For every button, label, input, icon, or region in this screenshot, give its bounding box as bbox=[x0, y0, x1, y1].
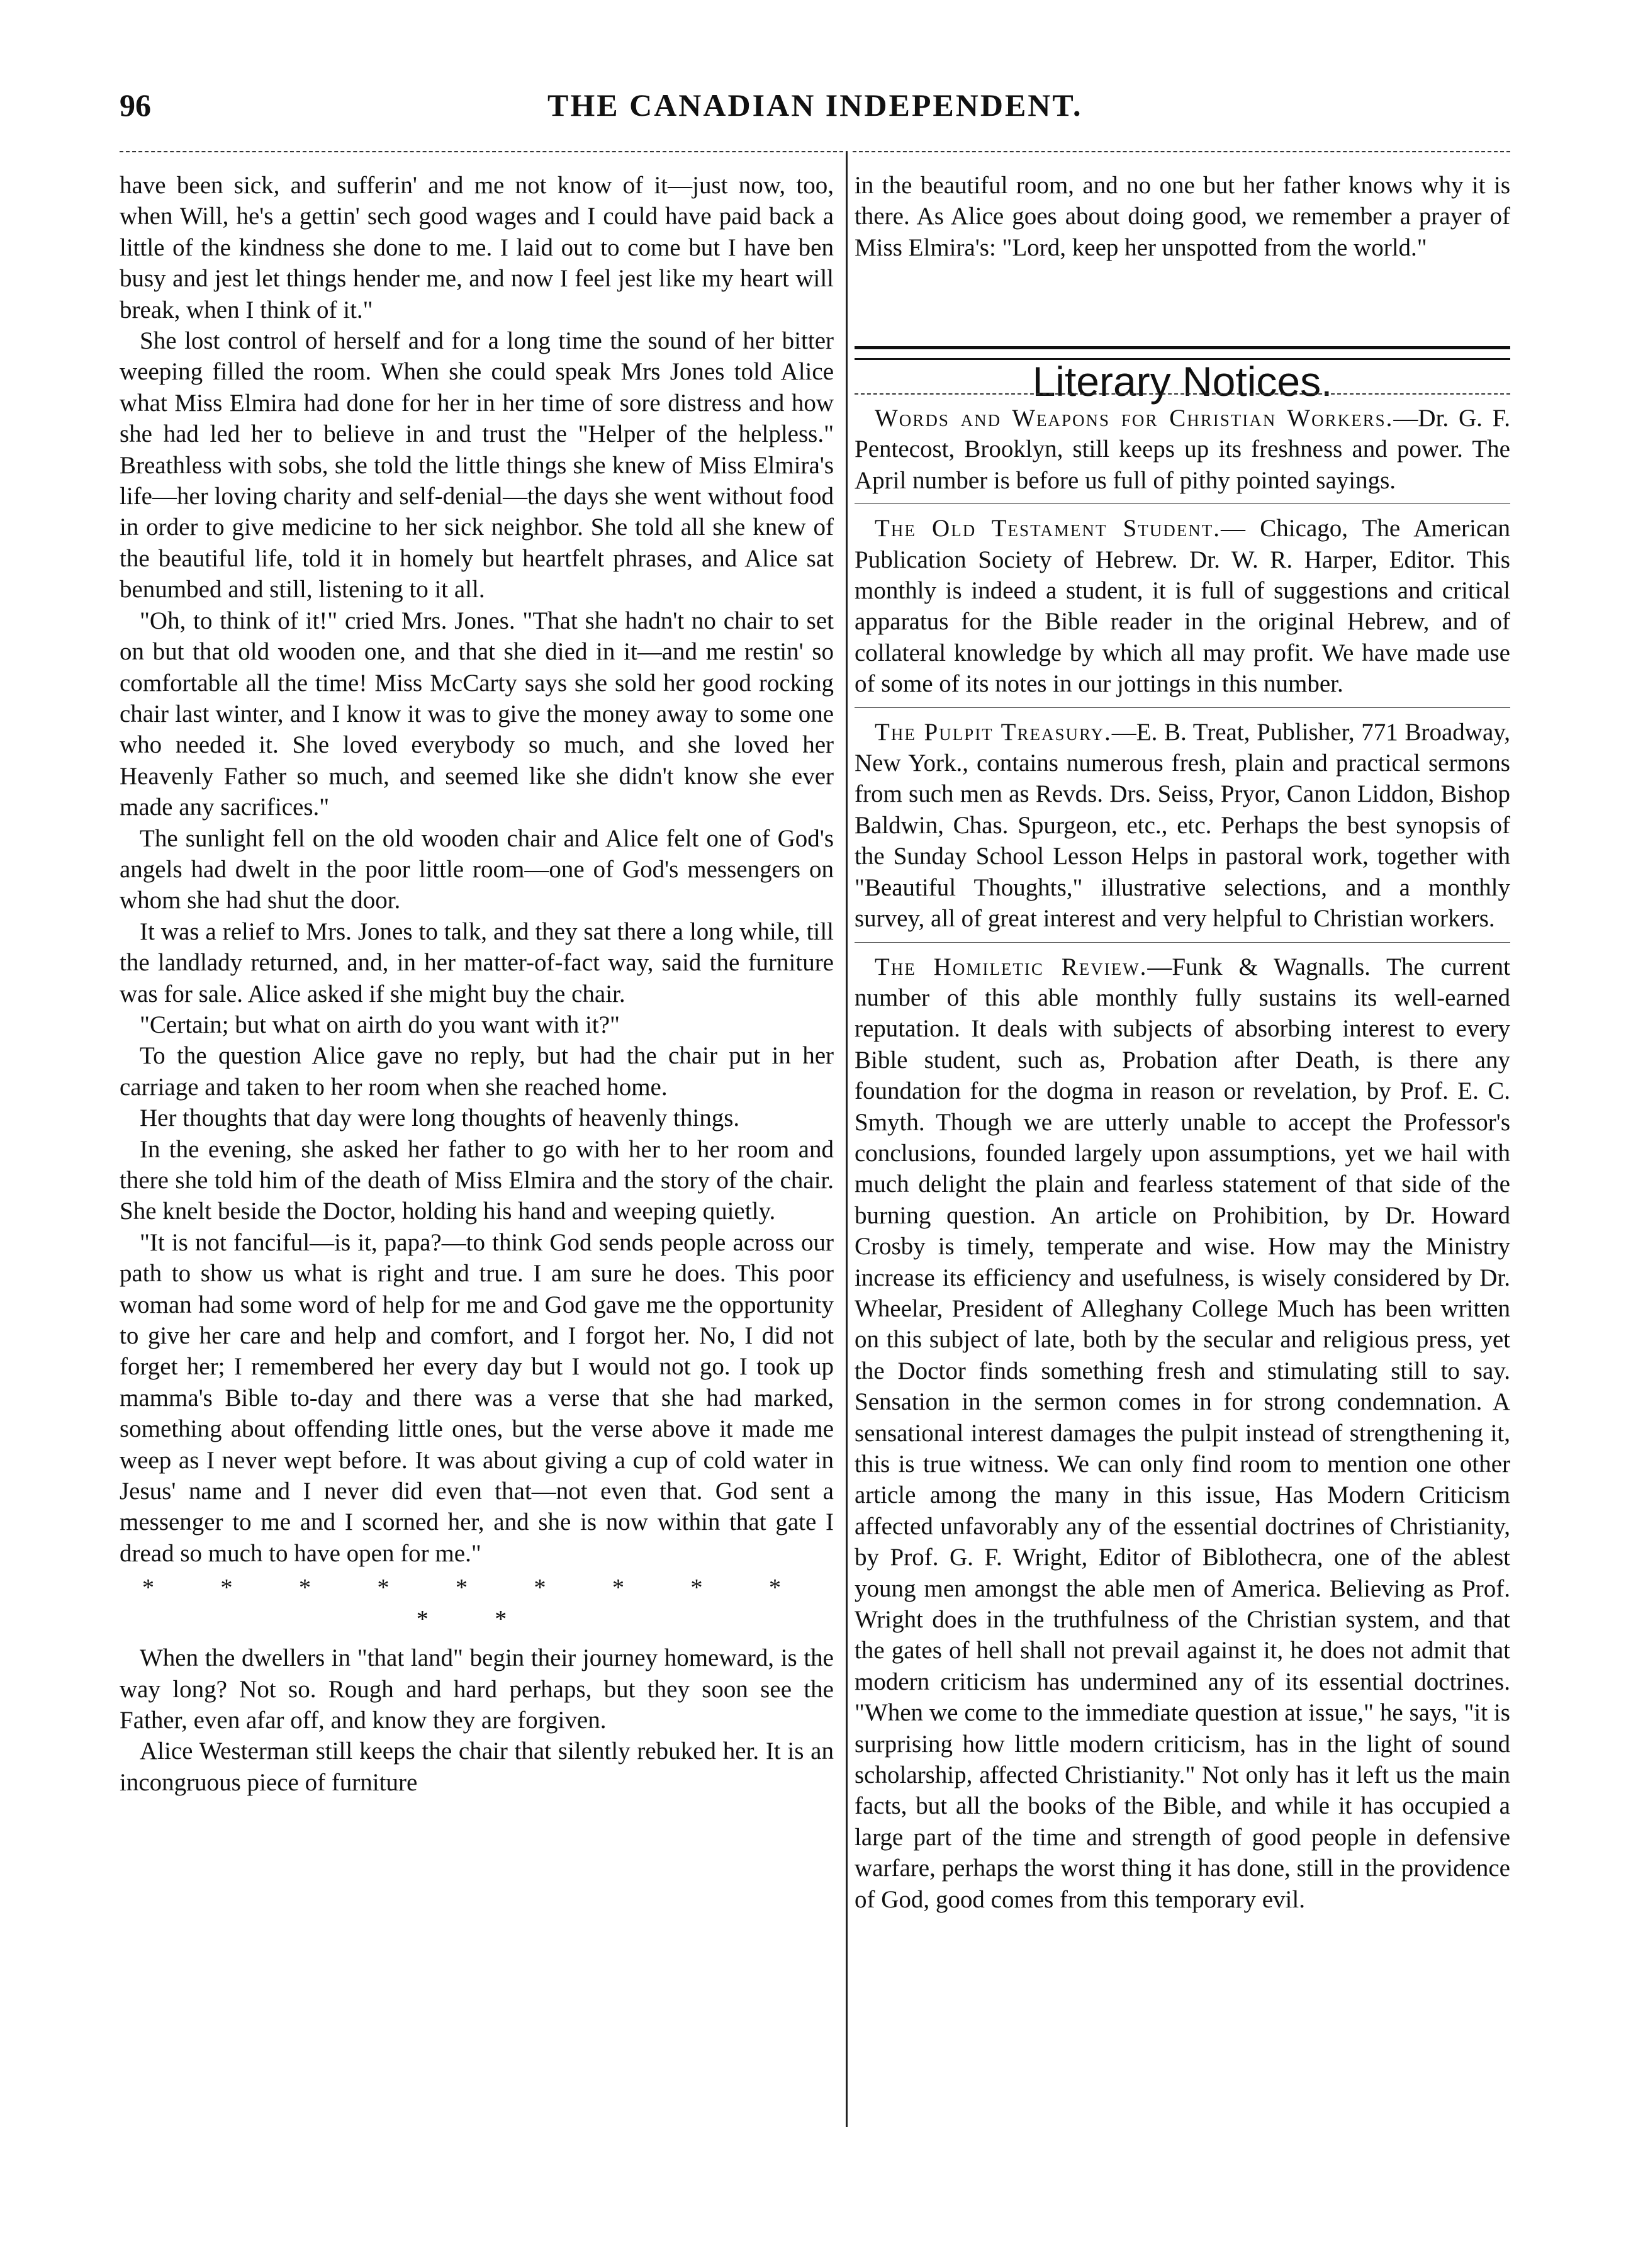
story-paragraph: To the question Alice gave no reply, but had the chair put in her carriage and taken to her room when she reached home. bbox=[120, 1042, 834, 1101]
story-paragraph: It was a relief to Mrs. Jones to talk, and they sat there a long while, till the landlady returned, and, in her matter-of-fact way, said the furniture was for sale. Alice asked if she might buy the chair. bbox=[120, 918, 834, 1008]
header-rule-right bbox=[853, 151, 1510, 152]
column-divider bbox=[846, 151, 848, 2127]
story-paragraph: In the evening, she asked her father to go with her to her room and there she told him of the death of Miss Elmira and the story of the chair. She knelt beside the Doctor, holding his hand and weeping quietly. bbox=[120, 1135, 834, 1225]
notice-item bbox=[855, 513, 1510, 699]
section-break-asterisks: * * * * * * * * * * * bbox=[142, 1575, 811, 1632]
page-number: 96 bbox=[120, 87, 151, 123]
story-paragraph: "Oh, to think of it!" cried Mrs. Jones. "That she hadn't no chair to set on but that old wooden one, and that she died in it—and me restin' so comfortable all the time! Miss McCarty says she sold her good rocking chair last winter, and I know it was to give the money away to some one who needed it. She loved everybody so much, and she loved her Heavenly Father so much, and seemed like she didn't know she ever made any sacrifices." bbox=[120, 607, 834, 821]
page-header bbox=[120, 87, 1510, 131]
story-paragraph: Her thoughts that day were long thoughts of heavenly things. bbox=[140, 1104, 740, 1132]
literary-notices bbox=[855, 403, 1510, 1923]
story-paragraph: When the dwellers in "that land" begin their journey homeward, is the way long? Not so. Rough and hard perhaps, but they soon see the Father, even afar off, and know they are forgiven. bbox=[120, 1644, 834, 1734]
notice-body: — Chicago, The American Publication Society of Hebrew. Dr. W. R. Harper, Editor. This monthly is indeed a student, it is full of suggestions and critical apparatus for the Bible reader in the original Hebrew, and of collateral knowledge by which all may profit. We have made use of some of its notes in our jottings in this number. bbox=[855, 515, 1510, 698]
header-rule-left bbox=[120, 151, 843, 152]
story-paragraph: have been sick, and sufferin' and me not know of it—just now, too, when Will, he's a gettin' sech good wages and I could have paid back a little of the kindness she done to me. I laid out to come but I have ben busy and jest let things hender me, and now I feel jest like my heart will break, when I think of it." bbox=[120, 172, 834, 323]
notice-title: The Homiletic Review. bbox=[875, 953, 1148, 980]
section-heading: Literary Notices. bbox=[1032, 358, 1333, 405]
notice-body: —Dr. G. F. Pentecost, Brooklyn, still keeps up its freshness and power. The April number is before us full of pithy pointed sayings. bbox=[855, 405, 1510, 494]
story-paragraph: in the beautiful room, and no one but her father knows why it is there. As Alice goes about doing good, we remember a prayer of Miss Elmira's: "Lord, keep her unspotted from the world." bbox=[855, 172, 1510, 261]
story-paragraph: "Certain; but what on airth do you want with it?" bbox=[140, 1011, 620, 1038]
notice-title: The Old Testament Student. bbox=[875, 515, 1221, 542]
story-paragraph: Alice Westerman still keeps the chair that silently rebuked her. It is an incongruous piece of furniture bbox=[120, 1737, 834, 1796]
notice-item bbox=[855, 717, 1510, 935]
notice-title: The Pulpit Treasury. bbox=[875, 718, 1112, 746]
journal-title: THE CANADIAN INDEPENDENT. bbox=[547, 87, 1083, 123]
notice-separator bbox=[855, 942, 1510, 943]
story-paragraph: "It is not fanciful—is it, papa?—to think God sends people across our path to show us what is right and true. I am sure he does. This poor woman had some word of help for me and God gave me the opportunity to give her care and help and comfort, and I forgot her. No, I did not forget her; I remembered her every day but I would not go. I took up mamma's Bible to-day and there was a verse that she had marked, something about offending little ones, but the verse above it made me weep as I never wept before. It was about giving a cup of cold water in Jesus' name and I never did even that—not even that. God sent a messenger to me and I scorned her, and she is now within that gate I dread so much to have open for me." bbox=[120, 1228, 834, 1567]
notice-item bbox=[855, 403, 1510, 496]
notice-title: Words and Weapons for Christian Workers. bbox=[875, 405, 1394, 432]
notice-item bbox=[855, 952, 1510, 1916]
heading-rule bbox=[855, 393, 1510, 395]
story-paragraph: The sunlight fell on the old wooden chair and Alice felt one of God's angels had dwelt in the poor little room—one of God's messengers on whom she had shut the door. bbox=[120, 824, 834, 914]
notice-body: —E. B. Treat, Publisher, 771 Broadway, New York., contains numerous fresh, plain and practical sermons from such men as Revds. Drs. Seiss, Pryor, Canon Liddon, Bishop Baldwin, Chas. Spurgeon, etc., etc. Perhaps the best synopsis of the Sunday School Lesson Helps in pastoral work, together with "Beautiful Thoughts," illustrative selections, and a monthly survey, all of great interest and very helpful to Christian workers. bbox=[855, 718, 1510, 933]
notice-separator bbox=[855, 503, 1510, 504]
notice-body: —Funk & Wagnalls. The current number of this able monthly fully sustains its well-earned reputation. It deals with subjects of absorbing interest to every Bible student, such as, Probation after Death, is there any foundation for the dogma in reason or revelation, by Prof. E. C. Smyth. Though we are utterly unable to accept the Professor's conclusions, founded largely upon assumptions, yet we hail with much delight the plain and fearless statement of that side of the burning question. An article on Prohibition, by Dr. Howard Crosby is timely, temperate and wise. How may the Ministry increase its efficiency and usefulness, is wisely considered by Dr. Wheelar, President of Alleghany College Much has been written on this subject of late, both by the secular and religious press, yet the Doctor finds something fresh and stimulating still to say. Sensation in the sermon comes in for strong condemnation. A sensational interest damages the pulpit instead of strengthening it, this is true witness. We can only find room to mention one other article among the many in this issue, Has Modern Criticism affected unfavorably any of the essential doctrines of Christianity, by Prof. G. F. Wright, Editor of Biblothecra, one of the ablest young men amongst the able men of America. Believing as Prof. Wright does in the truthfulness of the Christian system, and that the gates of hell shall not prevail against it, he does not admit that modern criticism has undermined any of its essential doctrines. "When we come to the immediate question at issue," he says, "it is surprising how little modern criticism, has in the light of sound scholarship, affected Christianity." Not only has it left us the main facts, but all the books of the Bible, and while it has occupied a large part of the time and strength of good people in defensive warfare, perhaps the worst thing it has done, still in the providence of God, good comes from this temporary evil. bbox=[855, 953, 1510, 1913]
left-column bbox=[120, 170, 834, 1798]
right-column-continuation bbox=[855, 170, 1510, 263]
story-paragraph: She lost control of herself and for a long time the sound of her bitter weeping filled the room. When she could speak Mrs Jones told Alice what Miss Elmira had done for her in her time of sore distress and how she had led her to believe in and trust the "Helper of the helpless." Breathless with sobs, she told the little things she knew of Miss Elmira's life—her loving charity and self-denial—the days she went without food in order to give medicine to her sick neighbor. She told all she knew of the beautiful life, told it in homely but heartfelt phrases, and Alice sat benumbed and still, listening to it all. bbox=[120, 327, 834, 603]
notice-separator bbox=[855, 707, 1510, 708]
